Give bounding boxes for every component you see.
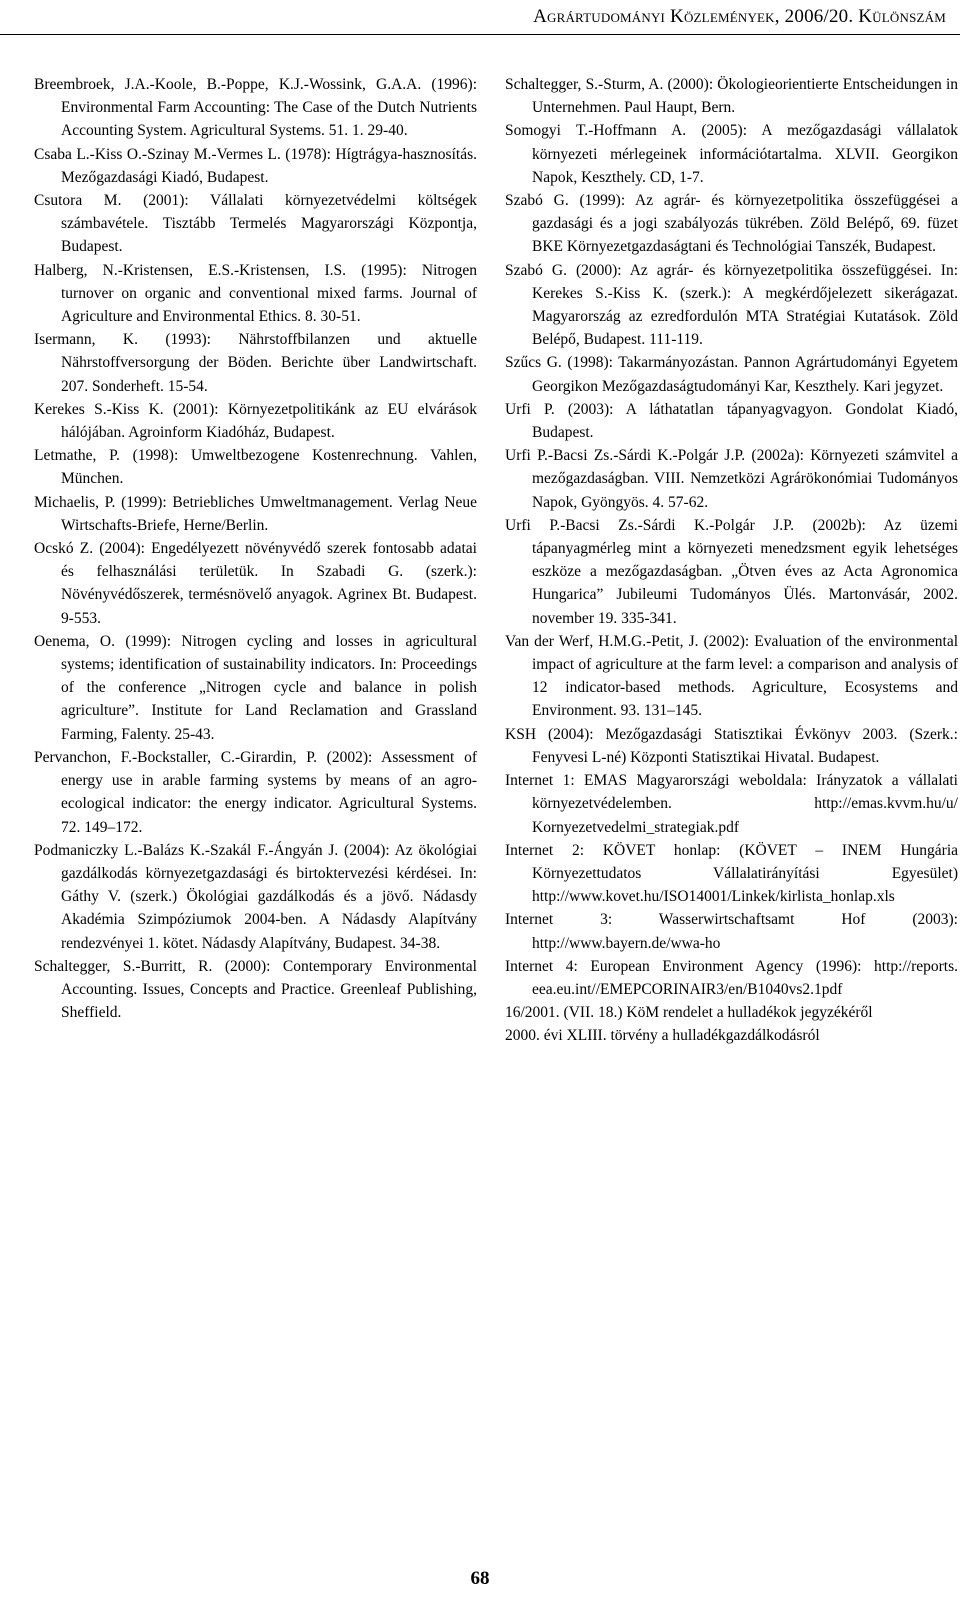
reference-entry: Ocskó Z. (2004): Engedélyezett növényvédő szerek fontosabb adatai és felhasználási területük. In Szabadi G. (szerk.): Növényvédőszerek, termésnövelő anyagok. Agrinex Bt. Budapest. 9-553.: [34, 540, 477, 627]
reference-entry: Oenema, O. (1999): Nitrogen cycling and losses in agricultural systems; identification of sustainability indicators. In: Proceedings of the conference „Nitrogen cycle and balance in polish agriculture”. Institute for Land Reclamation and Grassland Farming, Falenty. 25-43.: [34, 632, 477, 743]
reference-entry: Kerekes S.-Kiss K. (2001): Környezetpolitikánk az EU elvárások hálójában. Agroinform Kiadóház, Budapest.: [34, 400, 477, 442]
running-header: [0, 0, 960, 44]
reference-entry: Szabó G. (1999): Az agrár- és környezetpolitika összefüggései a gazdasági és a jogi szabályozás tükrében. Zöld Belépő, 69. füzet BKE Környezetgazdaságtani és Technológiai Tanszék, Budapest.: [505, 192, 958, 256]
reference-entry: Urfi P. (2003): A láthatatlan tápanyagvagyon. Gondolat Kiadó, Budapest.: [505, 400, 958, 442]
reference-entry: Podmaniczky L.-Balázs K.-Szakál F.-Ángyán J. (2004): Az ökológiai gazdálkodás környezetgazdasági és birtoktervezési kérdései. In: Gáthy V. (szerk.) Ökológiai gazdálkodás és a jövő. Nádasdy Akadémia Szimpóziumok 2004-ben. A Nádasdy Alapítvány rendezvényei 1. kötet. Nádasdy Alapítvány, Budapest. 34-38.: [34, 841, 477, 952]
reference-entry: Breembroek, J.A.-Koole, B.-Poppe, K.J.-Wossink, G.A.A. (1996): Environmental Farm Accounting: The Case of the Dutch Nutrients Accounting System. Agricultural Systems. 51. 1. 29-40.: [34, 76, 477, 140]
reference-entry: Szűcs G. (1998): Takarmányozástan. Pannon Agrártudományi Egyetem Georgikon Mezőgazdaságtudományi Kar, Keszthely. Kari jegyzet.: [505, 354, 958, 395]
journal-title: Agrártudományi Közlemények, 2006/20. Különszám: [533, 6, 946, 27]
reference-entry: Somogyi T.-Hoffmann A. (2005): A mezőgazdasági vállalatok környezeti mérlegeinek információtartalma. XLVII. Georgikon Napok, Keszthely. CD, 1-7.: [505, 122, 958, 186]
reference-entry: Van der Werf, H.M.G.-Petit, J. (2002): Evaluation of the environmental impact of agriculture at the farm level: a comparison and analysis of 12 indicator-based methods. Agriculture, Ecosystems and Environment. 93. 131–145.: [505, 632, 958, 720]
reference-entry: Michaelis, P. (1999): Betriebliches Umweltmanagement. Verlag Neue Wirtschafts-Briefe, Herne/Berlin.: [34, 493, 477, 534]
reference-entry: KSH (2004): Mezőgazdasági Statisztikai Évkönyv 2003. (Szerk.: Fenyvesi L-né) Központi Statisztikai Hivatal. Budapest.: [505, 725, 958, 766]
reference-column-left: [34, 73, 477, 1024]
reference-entry: Internet 3: Wasserwirtschaftsamt Hof (2003): http://www.bayern.de/wwa-ho: [505, 911, 958, 952]
reference-column-right: [505, 73, 958, 1048]
reference-entry: 2000. évi XLIII. törvény a hulladékgazdálkodásról: [505, 1027, 820, 1045]
reference-entry: Internet 1: EMAS Magyarországi weboldala: Irányzatok a vállalati környezetvédelemben. http://emas.kvvm.hu/u/ Kornyezetvedelmi_strategiak.pdf: [505, 772, 958, 836]
reference-entry: Csutora M. (2001): Vállalati környezetvédelmi költségek számbavétele. Tisztább Termelés Magyarországi Központja, Budapest.: [34, 192, 477, 256]
reference-entry: Schaltegger, S.-Burritt, R. (2000): Contemporary Environmental Accounting. Issues, Concepts and Practice. Greenleaf Publishing, Sheffield.: [34, 957, 477, 1022]
reference-entry: Pervanchon, F.-Bockstaller, C.-Girardin, P. (2002): Assessment of energy use in arable farming systems by means of an agro-ecological indicator: the energy indicator. Agricultural Systems. 72. 149–172.: [34, 748, 477, 836]
reference-entry: Csaba L.-Kiss O.-Szinay M.-Vermes L. (1978): Hígtrágya-hasznosítás. Mezőgazdasági Kiadó, Budapest.: [34, 145, 477, 186]
reference-entry: Urfi P.-Bacsi Zs.-Sárdi K.-Polgár J.P. (2002a): Környezeti számvitel a mezőgazdaságban. VIII. Nemzetközi Agrárökonómiai Tudományos Napok, Gyöngyös. 4. 57-62.: [505, 447, 958, 511]
reference-entry: Isermann, K. (1993): Nährstoffbilanzen und aktuelle Nährstoffversorgung der Böden. Berichte über Landwirtschaft. 207. Sonderheft. 15-54.: [34, 331, 477, 395]
reference-entry: 16/2001. (VII. 18.) KöM rendelet a hulladékok jegyzékéről: [505, 1004, 873, 1022]
reference-entry: Halberg, N.-Kristensen, E.S.-Kristensen, I.S. (1995): Nitrogen turnover on organic and conventional mixed farms. Journal of Agriculture and Environmental Ethics. 8. 30-51.: [34, 261, 477, 326]
reference-entry: Urfi P.-Bacsi Zs.-Sárdi K.-Polgár J.P. (2002b): Az üzemi tápanyagmérleg mint a környezeti menedzsment egyik lehetséges eszköze a mezőgazdaságban. „Ötven éves az Acta Agronomica Hungarica” Jubileumi Tudományos Ülés. Martonvásár, 2002. november 19. 335-341.: [505, 516, 958, 627]
reference-entry: Schaltegger, S.-Sturm, A. (2000): Ökologieorientierte Entscheidungen in Unternehmen. Paul Haupt, Bern.: [505, 76, 958, 117]
header-divider: [0, 34, 960, 35]
page-number: 68: [470, 1568, 490, 1589]
reference-entry: Internet 4: European Environment Agency (1996): http://reports. eea.eu.int//EMEPCORINAIR3/en/B1040vs2.1pdf: [505, 957, 958, 998]
reference-entry: Internet 2: KÖVET honlap: (KÖVET – INEM Hungária Környezettudatos Vállalatirányítási Egyesület) http://www.kovet.hu/ISO14001/Linkek/kirlista_honlap.xls: [505, 841, 958, 906]
reference-entry: Letmathe, P. (1998): Umweltbezogene Kostenrechnung. Vahlen, München.: [34, 447, 477, 488]
reference-entry: Szabó G. (2000): Az agrár- és környezetpolitika összefüggései. In: Kerekes S.-Kiss K. (szerk.): A megkérdőjelezett sikerágazat. Magyarország az ezredfordulón MTA Stratégiai Kutatások. Zöld Belépő, Budapest. 111-119.: [505, 261, 958, 349]
